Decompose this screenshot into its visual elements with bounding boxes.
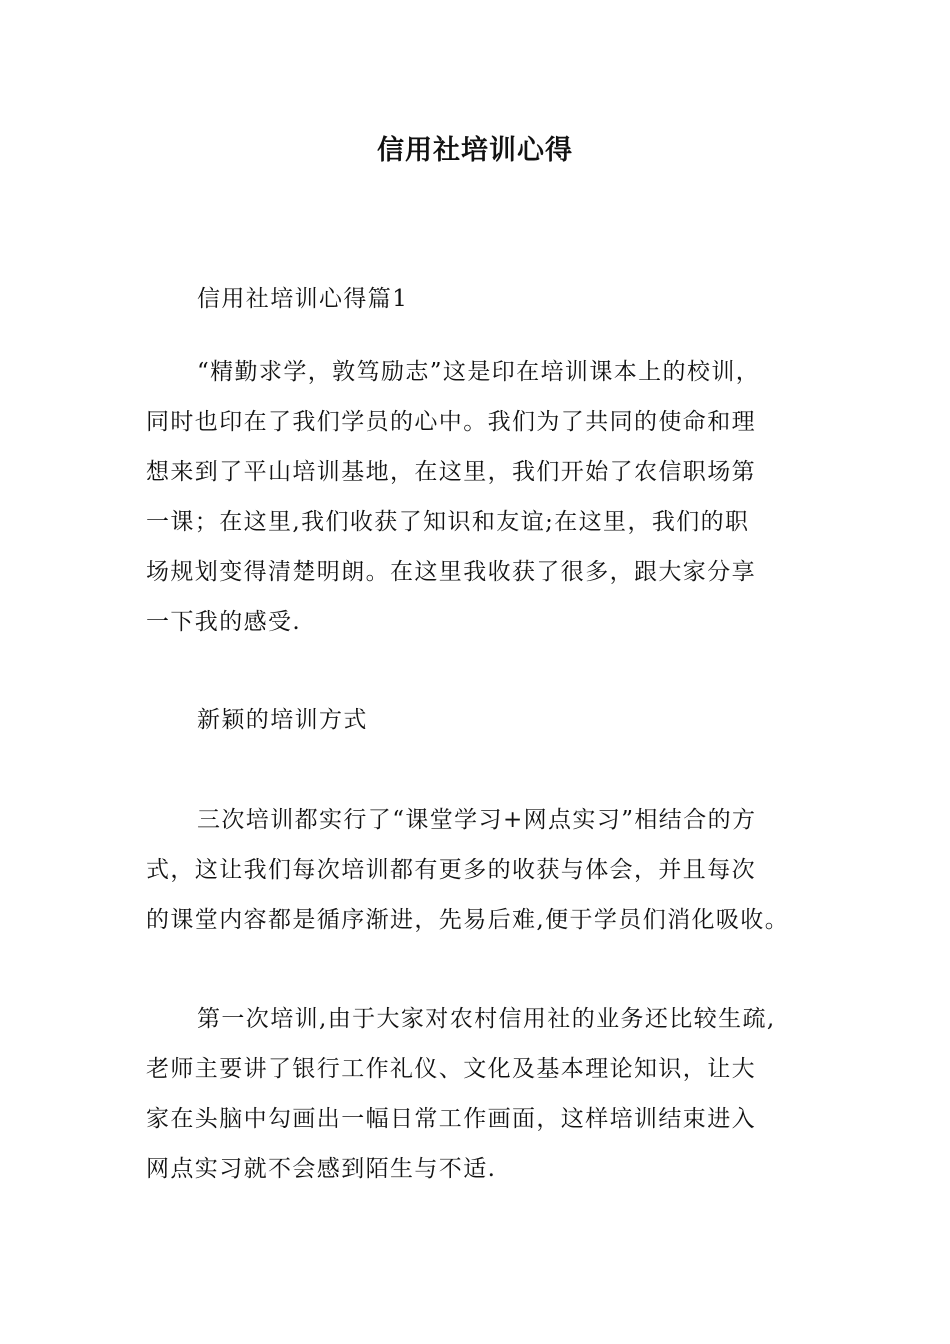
paragraph-line: 同时也印在了我们学员的心中。我们为了共同的使命和理 bbox=[146, 409, 756, 435]
paragraph-line: 一课；在这里,我们收获了知识和友谊;在这里，我们的职 bbox=[146, 509, 750, 535]
paragraph-line: 式，这让我们每次培训都有更多的收获与体会，并且每次 bbox=[146, 857, 756, 883]
paragraph-line: 老师主要讲了银行工作礼仪、文化及基本理论知识，让大 bbox=[146, 1056, 756, 1082]
paragraph-line: 网点实习就不会感到陌生与不适. bbox=[146, 1156, 497, 1182]
section-subheading: 新颖的培训方式 bbox=[197, 707, 368, 733]
paragraph-line: 三次培训都实行了“课堂学习+网点实习”相结合的方 bbox=[197, 807, 757, 833]
paragraph-line: 家在头脑中勾画出一幅日常工作画面，这样培训结束进入 bbox=[146, 1106, 756, 1132]
paragraph-line: 的课堂内容都是循序渐进，先易后难,便于学员们消化吸收。 bbox=[146, 907, 790, 933]
paragraph-line: “精勤求学，敦笃励志”这是印在培训课本上的校训， bbox=[197, 359, 761, 385]
paragraph-line: 一下我的感受. bbox=[146, 609, 302, 635]
section-heading: 信用社培训心得篇1 bbox=[197, 286, 409, 312]
paragraph-line: 第一次培训,由于大家对农村信用社的业务还比较生疏, bbox=[197, 1006, 776, 1032]
paragraph-line: 想来到了平山培训基地，在这里，我们开始了农信职场第 bbox=[146, 459, 756, 485]
paragraph-line: 场规划变得清楚明朗。在这里我收获了很多，跟大家分享 bbox=[146, 559, 756, 585]
document-title: 信用社培训心得 bbox=[377, 135, 573, 166]
